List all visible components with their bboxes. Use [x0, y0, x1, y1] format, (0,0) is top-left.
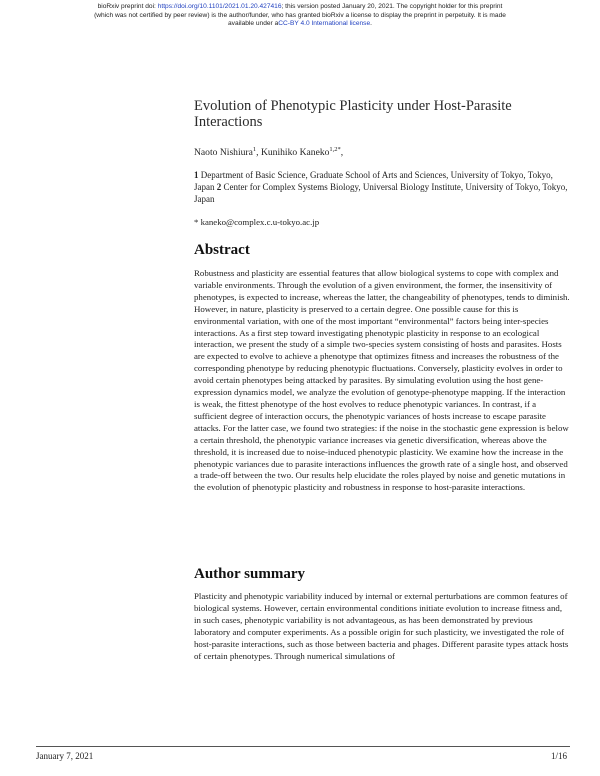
- footer-divider: [36, 746, 570, 747]
- author-list-end: ,: [340, 147, 344, 159]
- license-link[interactable]: CC-BY 4.0 International license: [278, 20, 371, 28]
- affiliation-1: Department of Basic Science, Graduate School of Arts and Sciences, University of Tokyo, Tokyo, Japan: [194, 170, 553, 192]
- author-2-affiliation-mark: 1,2*: [329, 146, 341, 153]
- page-number: 1/16: [550, 751, 567, 761]
- doi-link[interactable]: https://doi.org/10.1101/2021.01.20.427416: [157, 3, 282, 10]
- affiliation-number-1: 1: [194, 170, 199, 180]
- author-name-2: , Kunihiko Kaneko: [256, 147, 330, 159]
- abstract-text: Robustness and plasticity are essential features that allow biological systems to cope with complex and variable environments. Through the evolution of a given environment, the former, the insensitivity of phenotypes, is expected to increase, whereas the latter, the changeability of phenotypes, tends to diminish. However, in nature, plasticity is preserved to a certain degree. One possible cause for this is environmental variation, with one of the most important “environmental” factors being inter-species interactions. As a first step toward investigating phenotypic plasticity in response to an ecological interaction, we present the study of a simple two-species system consisting of hosts and parasites. Hosts are expected to evolve to achieve a phenotype that optimizes fitness and increases the robustness of the corresponding phenotype by reducing phenotypic fluctuations. Conversely, plasticity evolves in order to avoid certain phenotypes being attacked by parasites. By simulating evolution using the host gene-expression dynamics model, we analyze the evolution of genotype-phenotype mapping. If the interaction is weak, the fittest phenotype of the host evolves to reduce phenotypic variances. In contrast, if a sufficient degree of interaction occurs, the phenotypic variances of hosts increase to escape parasite attacks. For the latter case, we found two strategies: if the noise in the stochastic gene expression is below a certain threshold, the phenotypic variance increases via genetic diversification, whereas above the threshold, it is increased due to noise-induced phenotypic plasticity. We examine how the increase in the phenotypic variances due to parasite interactions influences the growth rate of a single host, and observed a trade-off between the two. Our results help elucidate the roles played by noise and genetic mutations in the evolution of phenotypic plasticity and robustness in response to host-parasite interactions.: [194, 268, 570, 493]
- header-line-2: (which was not certified by peer review) is the author/funder, who has granted bioRxiv a license to display the preprint in perpetuity. It is made: [94, 11, 506, 19]
- paper-title: Evolution of Phenotypic Plasticity under Host-Parasite Interactions: [194, 98, 512, 130]
- author-name-1: Naoto Nishiura: [194, 147, 253, 159]
- header-license-suffix: .: [370, 20, 372, 28]
- author-1-affiliation-mark: 1: [252, 146, 257, 153]
- footer-date: January 7, 2021: [36, 751, 94, 761]
- author-summary-text: Plasticity and phenotypic variability induced by internal or external perturbations are common features of biological systems. However, certain environmental conditions initiate evolution to increase fitness and, in such cases, phenotypic variability is not advantageous, as has been demonstrated by previous laboratory and computer experiments. As a possible origin for such plasticity, we investigated the role of host-parasite interactions, such as those between bacteria and phages. Different parasite types attack hosts of certain phenotypes. Through numerical simulations of: [194, 591, 569, 661]
- author-summary-heading: Author summary: [194, 566, 305, 582]
- affiliation-2: Center for Complex Systems Biology, Universal Biology Institute, University of Tokyo, Tokyo, Japan: [194, 182, 568, 204]
- header-line-3: [40, 20, 560, 29]
- header-posted-text: ; this version posted January 20, 2021. The copyright holder for this preprint: [281, 3, 503, 10]
- abstract-heading: Abstract: [194, 242, 250, 258]
- corresponding-email: * kaneko@complex.c.u-tokyo.ac.jp: [194, 217, 320, 227]
- header-line-1: [40, 3, 560, 12]
- header-license-prefix: available under a: [228, 20, 279, 28]
- affiliations: [194, 169, 570, 205]
- author-list: [194, 146, 343, 158]
- header-doi-prefix: bioRxiv preprint doi:: [97, 3, 158, 10]
- affiliation-number-2: 2: [216, 182, 222, 192]
- preprint-header: [40, 3, 560, 29]
